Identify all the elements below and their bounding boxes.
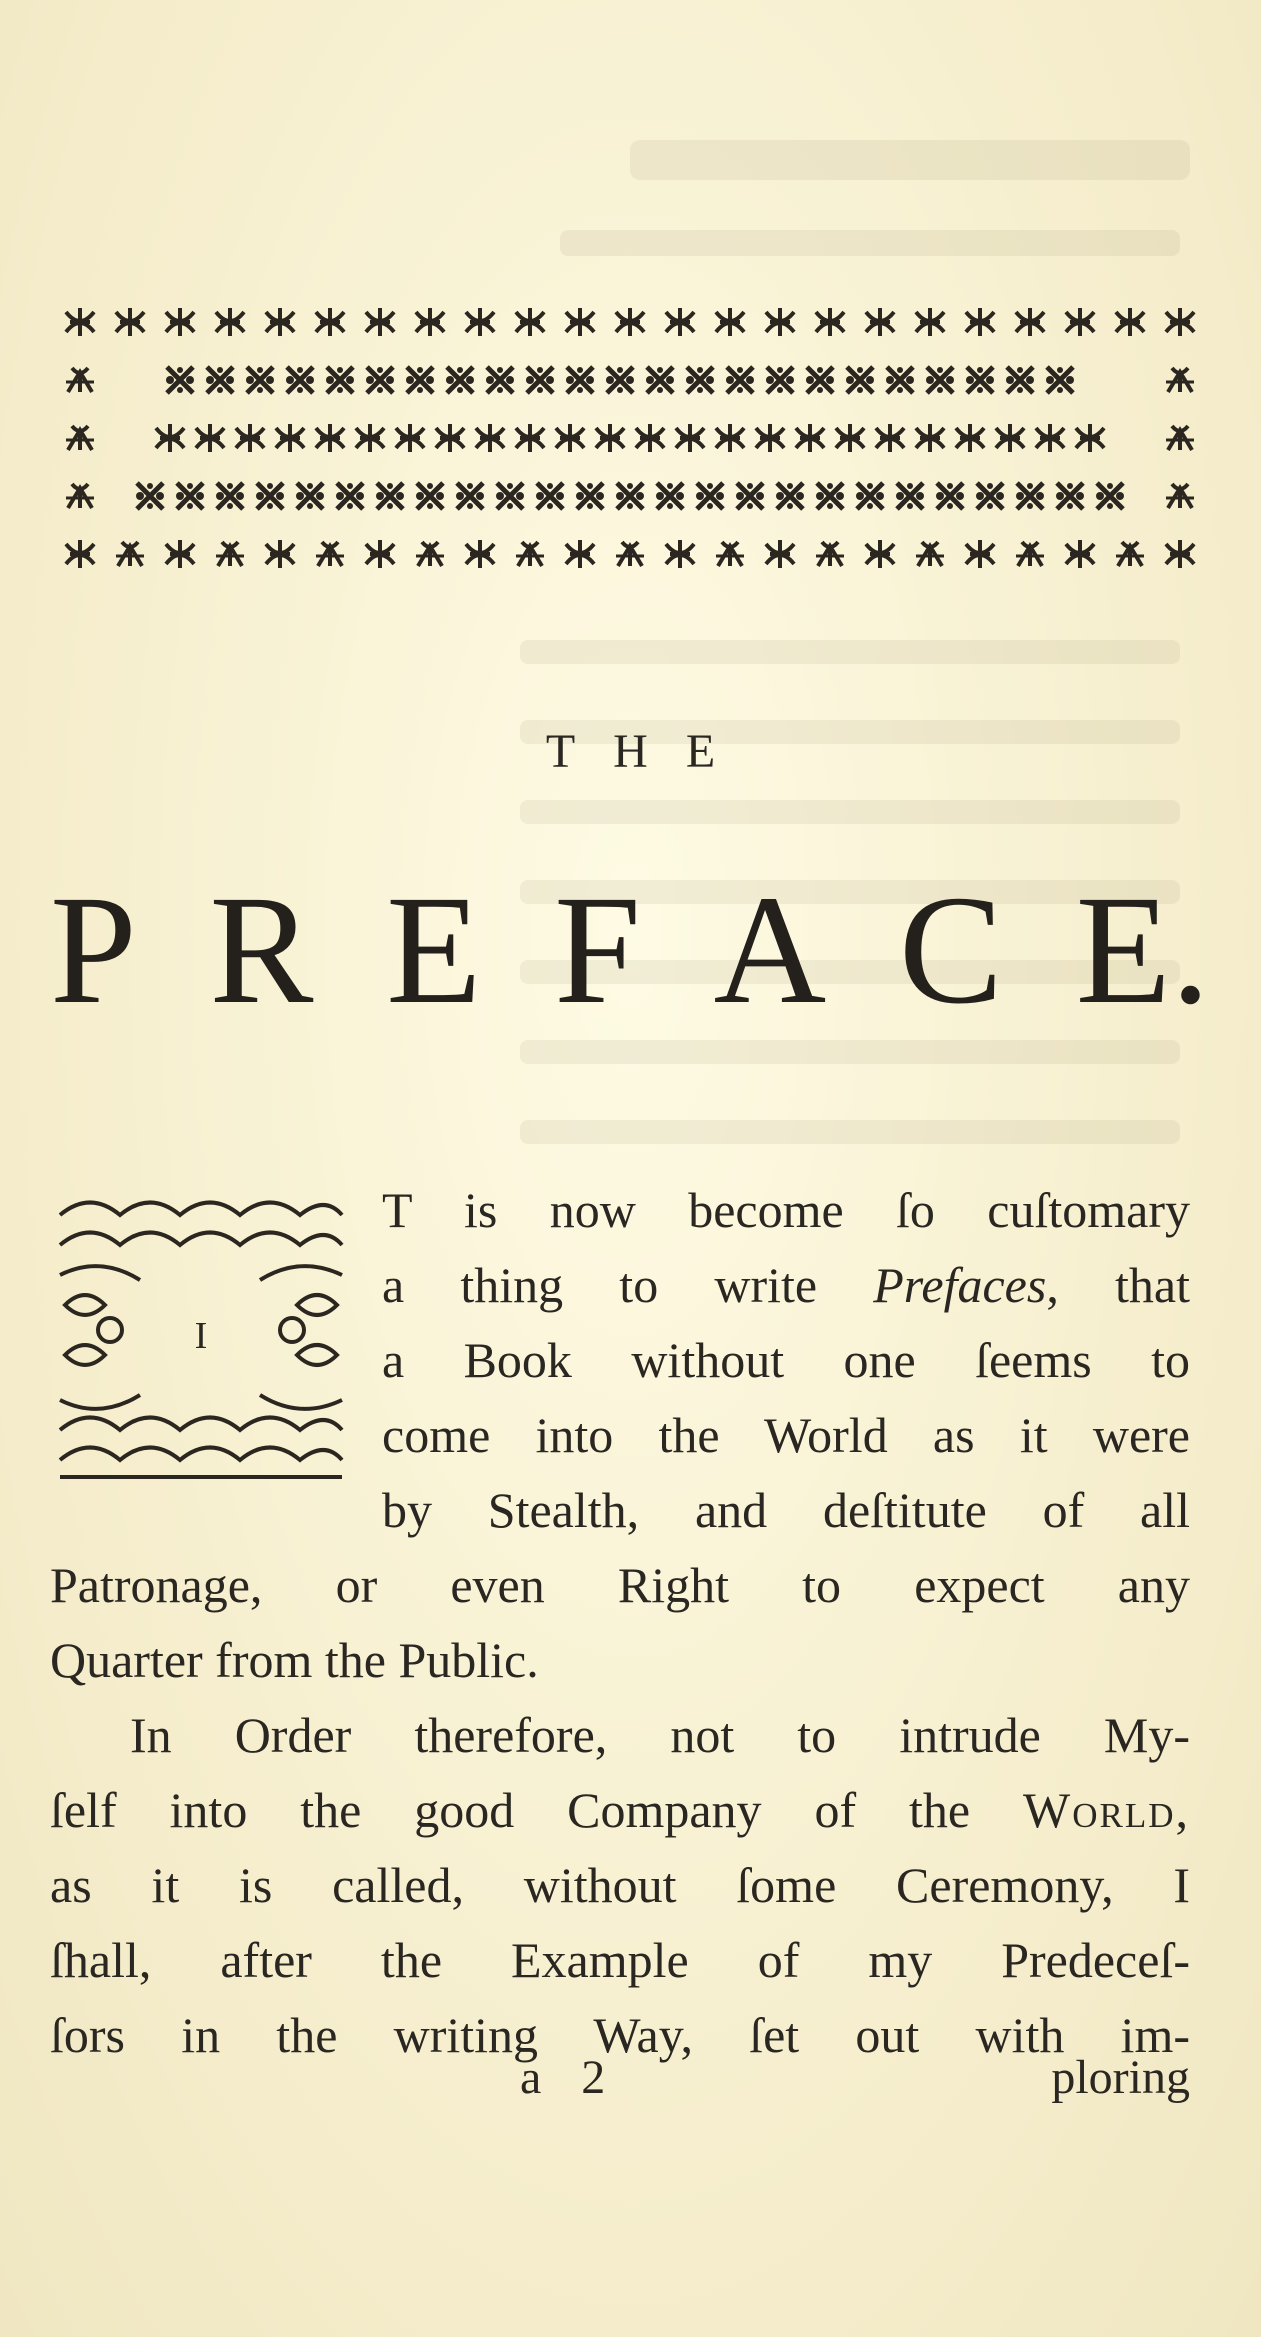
heading-letter: P bbox=[50, 863, 137, 1036]
text-line: by Stealth, and deſtitute of all bbox=[382, 1482, 1190, 1538]
text-line: as it is called, without ſome Ceremony, I bbox=[50, 1857, 1190, 1913]
ornament-row-3 bbox=[66, 424, 1194, 452]
ornament-row-1 bbox=[66, 308, 1194, 336]
heading-letter: E bbox=[386, 863, 482, 1036]
ornament-row-5 bbox=[66, 540, 1194, 568]
signature-mark: a 2 bbox=[520, 2051, 620, 2104]
italic-word: Prefaces bbox=[873, 1257, 1047, 1313]
heading-letter: A bbox=[713, 863, 827, 1036]
ornament-row-4 bbox=[66, 483, 1194, 509]
heading-letter: E. bbox=[1075, 863, 1210, 1036]
drop-capital-letter: I bbox=[194, 1315, 208, 1357]
text-line-part: a thing to write bbox=[382, 1257, 874, 1313]
heading-letter: F bbox=[554, 863, 641, 1036]
text-line: Quarter from the Public. bbox=[50, 1632, 539, 1688]
heading-the: THE bbox=[545, 725, 754, 778]
text-line: Patronage, or even Right to expect any bbox=[50, 1557, 1190, 1613]
text-line: a Book without one ſeems to bbox=[382, 1332, 1190, 1388]
heading-letter: R bbox=[209, 863, 314, 1036]
text-line-part: , that bbox=[1046, 1257, 1190, 1313]
heading-preface bbox=[50, 863, 1210, 1036]
fleuron-ornament-band bbox=[50, 292, 1210, 582]
text-line: In Order therefore, not to intrude My- bbox=[130, 1707, 1190, 1763]
text-line: come into the World as it were bbox=[382, 1407, 1190, 1463]
text-line: T is now become ſo cuſtomary bbox=[382, 1182, 1190, 1238]
heading-letter: C bbox=[898, 863, 1003, 1036]
text-line: ſors in the writing Way, ſet out with im- bbox=[50, 2007, 1190, 2063]
ornament-row-2 bbox=[66, 367, 1194, 393]
text-line bbox=[50, 1773, 1190, 1848]
page-footer bbox=[50, 2040, 1190, 2115]
text-line bbox=[382, 1248, 1190, 1323]
text-line: ſhall, after the Example of my Predeceſ- bbox=[50, 1932, 1190, 1988]
first-paragraph-opening bbox=[382, 1173, 1190, 1548]
text-line-part: ſelf into the good Company of the bbox=[50, 1782, 971, 1838]
drop-capital bbox=[50, 1185, 352, 1487]
body-text bbox=[50, 1548, 1190, 2073]
small-caps-word: World, bbox=[1023, 1782, 1191, 1838]
catchword: ploring bbox=[1051, 2051, 1190, 2104]
